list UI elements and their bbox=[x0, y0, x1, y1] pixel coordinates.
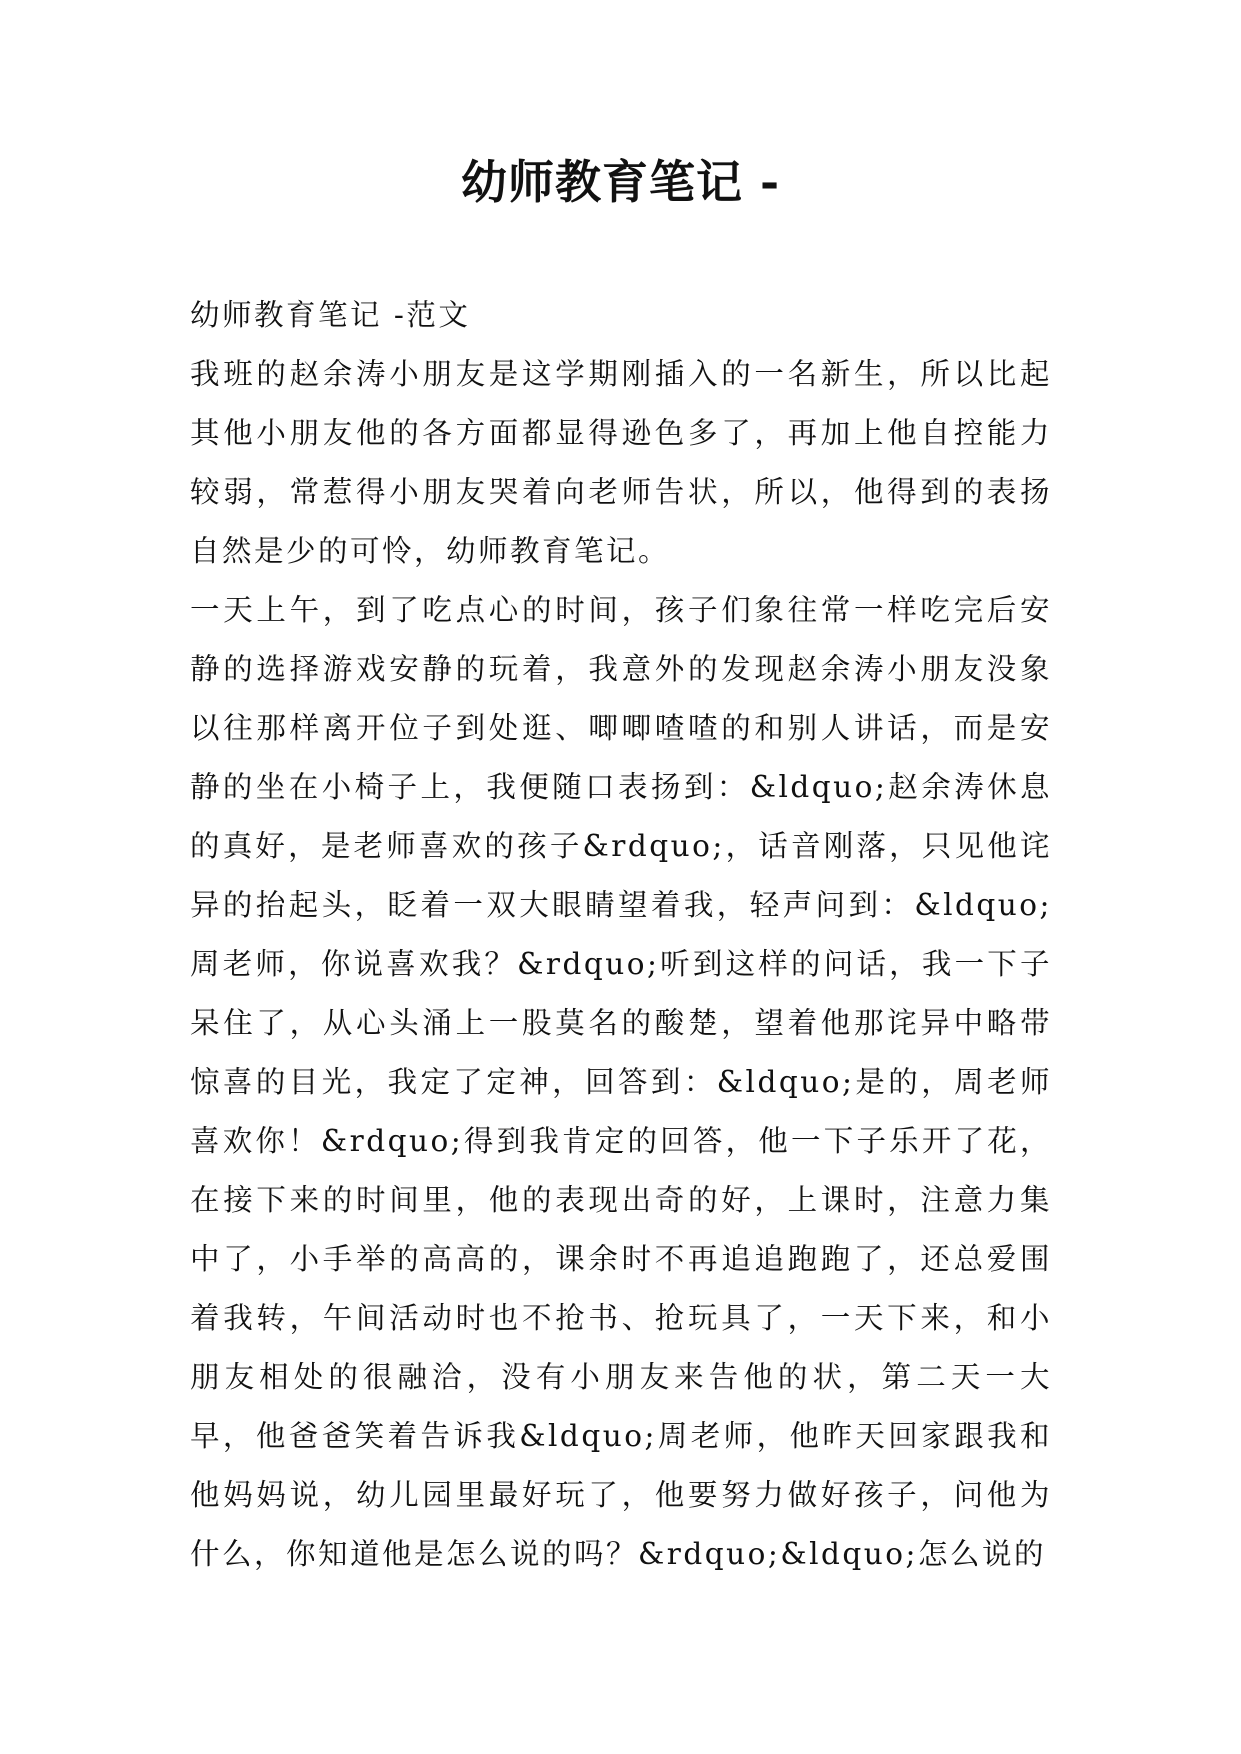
body-paragraph-story: 一天上午，到了吃点心的时间，孩子们象往常一样吃完后安静的选择游戏安静的玩着，我意外的发现赵余涛小朋友没象以往那样离开位子到处逛、唧唧喳喳的和别人讲话，而是安静的坐在小椅子上，我便随口表扬到：&ldquo;赵余涛休息的真好，是老师喜欢的孩子&rdquo;，话音刚落，只见他诧异的抬起头，眨着一双大眼睛望着我，轻声问到：&ldquo;周老师，你说喜欢我？&rdquo;听到这样的问话，我一下子呆住了，从心头涌上一股莫名的酸楚，望着他那诧异中略带惊喜的目光，我定了定神，回答到：&ldquo;是的，周老师喜欢你！&rdquo;得到我肯定的回答，他一下子乐开了花，在接下来的时间里，他的表现出奇的好，上课时，注意力集中了，小手举的高高的，课余时不再追追跑跑了，还总爱围着我转，午间活动时也不抢书、抢玩具了，一天下来，和小朋友相处的很融洽，没有小朋友来告他的状，第二天一大早，他爸爸笑着告诉我&ldquo;周老师，他昨天回家跟我和他妈妈说，幼儿园里最好玩了，他要努力做好孩子，问他为什么，你知道他是怎么说的吗？&rdquo;&ldquo;怎么说的 bbox=[190, 593, 1052, 1571]
body-paragraph-subtitle: 幼师教育笔记 -范文 bbox=[190, 298, 471, 332]
document-title: 幼师教育笔记 - bbox=[460, 155, 781, 209]
document-body bbox=[190, 286, 1052, 1584]
body-paragraph-intro: 我班的赵余涛小朋友是这学期刚插入的一名新生，所以比起其他小朋友他的各方面都显得逊色多了，再加上他自控能力较弱，常惹得小朋友哭着向老师告状，所以，他得到的表扬自然是少的可怜，幼师教育笔记。 bbox=[190, 357, 1052, 568]
